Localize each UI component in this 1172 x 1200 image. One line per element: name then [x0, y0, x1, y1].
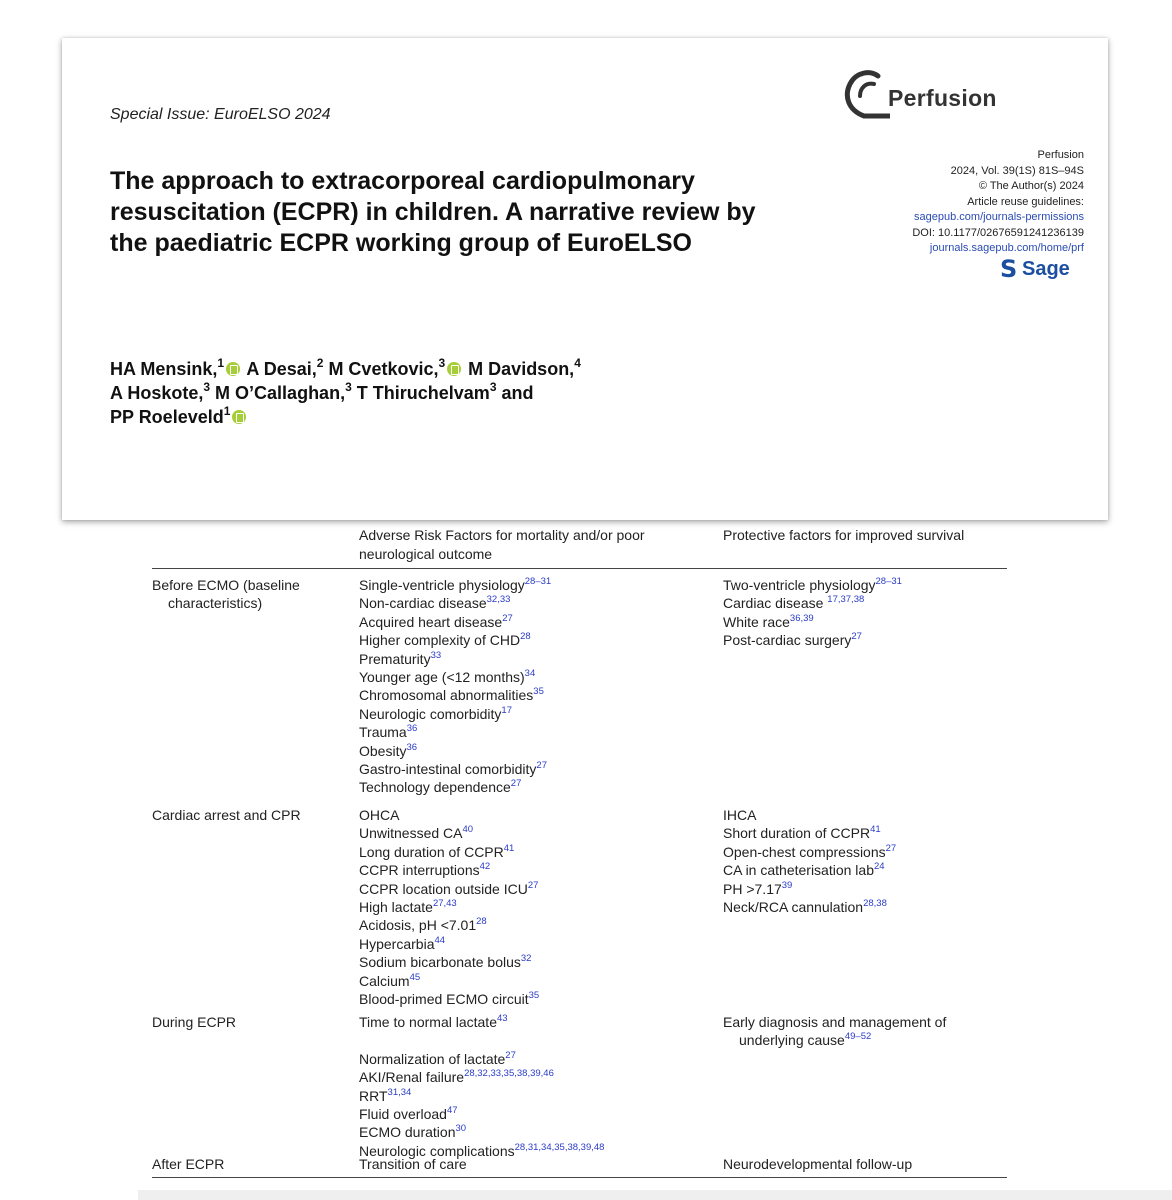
perfusion-logo — [830, 66, 1030, 126]
journal-meta-line: Article reuse guidelines: — [967, 195, 1084, 208]
citation-ref-link[interactable]: 34 — [524, 668, 536, 680]
factor-item — [359, 631, 551, 649]
citation-ref-link[interactable]: 31,34 — [387, 1086, 412, 1098]
factor-text: Obesity — [359, 742, 407, 759]
factor-item — [359, 972, 539, 990]
factor-item — [359, 898, 539, 916]
factor-text: Higher complexity of CHD — [359, 632, 521, 649]
factor-item — [359, 1105, 604, 1123]
journal-meta-line: DOI: 10.1177/02676591241236139 — [912, 226, 1084, 239]
factor-item — [359, 953, 539, 971]
orcid-icon[interactable] — [226, 362, 240, 376]
factor-item — [723, 843, 896, 861]
factor-item — [723, 1155, 912, 1173]
citation-ref-link[interactable]: 17 — [501, 704, 512, 716]
adverse-factors-cell — [359, 1155, 467, 1173]
factor-text: Open-chest compressions — [723, 843, 886, 860]
citation-ref-link[interactable]: 27 — [510, 778, 522, 790]
factor-text: CCPR interruptions — [359, 862, 480, 879]
author-name: and — [496, 383, 534, 403]
factor-text: Sodium bicarbonate bolus — [359, 954, 521, 971]
factor-text: Normalization of lactate — [359, 1050, 506, 1067]
factor-item — [359, 861, 539, 879]
author-affiliation: 3 — [345, 380, 352, 394]
adverse-factors-cell — [359, 806, 539, 1008]
factor-item — [359, 1123, 604, 1141]
factor-text: Hypercarbia — [359, 935, 435, 952]
factor-text: Two-ventricle physiology — [723, 577, 876, 593]
journal-meta-link[interactable]: sagepub.com/journals-permissions — [914, 211, 1084, 223]
factor-item — [359, 1068, 604, 1086]
citation-ref-link[interactable]: 43 — [496, 1013, 508, 1024]
factor-text: Younger age (<12 months) — [359, 669, 525, 686]
factor-text: Technology dependence — [359, 779, 511, 796]
factor-item — [723, 861, 896, 879]
column-header-protective: Protective factors for improved survival — [723, 527, 965, 543]
factor-text: CCPR location outside ICU — [359, 880, 528, 897]
adverse-factors-cell — [359, 576, 551, 797]
citation-ref-link[interactable]: 42 — [479, 861, 491, 873]
journal-meta-line: 2024, Vol. 39(1S) 81S–94S — [950, 164, 1084, 177]
factor-text: Long duration of CCPR — [359, 843, 504, 860]
citation-ref-link[interactable]: 28,32,33,35,38,39,46 — [464, 1068, 554, 1080]
factor-text: Early diagnosis and management of — [723, 1014, 947, 1030]
factor-item — [359, 778, 551, 796]
citation-ref-link[interactable]: 41 — [503, 842, 515, 854]
factor-text: Acidosis, pH <7.01 — [359, 917, 477, 934]
orcid-icon[interactable] — [232, 410, 246, 424]
citation-ref-link[interactable]: 27 — [885, 842, 897, 854]
author-affiliation: 3 — [438, 356, 446, 370]
citation-ref-link[interactable]: 32,33 — [486, 594, 511, 606]
sage-logo-text: Sage — [1022, 258, 1070, 280]
factor-item — [359, 668, 551, 686]
citation-ref-link[interactable]: 27,43 — [432, 898, 457, 910]
factor-text: Chromosomal abnormalities — [359, 687, 534, 704]
author-name: PP Roeleveld — [110, 407, 224, 427]
citation-ref-link[interactable]: 27 — [505, 1049, 516, 1061]
factor-text: High lactate — [359, 899, 433, 916]
citation-ref-link[interactable]: 28 — [520, 631, 531, 643]
table-row-label: During ECPR — [152, 1014, 237, 1030]
factor-item — [359, 742, 551, 760]
factor-text: Neurologic comorbidity — [359, 705, 502, 722]
author-name: HA Mensink, — [110, 359, 218, 379]
factor-text: Neurologic complications — [359, 1142, 515, 1159]
factor-item — [723, 806, 896, 824]
author-line — [110, 381, 750, 405]
citation-ref-link[interactable]: 30 — [455, 1123, 467, 1135]
factor-text: RRT — [359, 1087, 388, 1104]
factor-text: Post-cardiac surgery — [723, 632, 852, 649]
factor-text: ECMO duration — [359, 1124, 456, 1141]
factor-item — [359, 1155, 467, 1173]
factor-text: Trauma — [359, 724, 407, 741]
factor-text: OHCA — [359, 807, 400, 823]
citation-ref-link[interactable]: 27 — [851, 631, 862, 643]
citation-ref-link[interactable]: 36,39 — [789, 612, 814, 624]
factor-item — [723, 1031, 946, 1049]
citation-ref-link[interactable]: 39 — [781, 879, 793, 891]
author-line — [110, 405, 750, 429]
factor-text: underlying cause — [739, 1032, 845, 1049]
journal-meta-line: Perfusion — [1037, 149, 1084, 161]
risk-factor-table — [0, 520, 1172, 1200]
factor-text: Calcium — [359, 972, 410, 989]
author-affiliation: 1 — [217, 356, 225, 370]
factor-text: Neck/RCA cannulation — [723, 899, 864, 916]
factor-text: Prematurity — [359, 650, 431, 667]
factor-item — [359, 806, 539, 824]
factor-text: PH >7.17 — [723, 880, 782, 897]
perfusion-logo-text: Perfusion — [888, 85, 997, 111]
table-row-label: Cardiac arrest and CPR — [152, 807, 301, 823]
table-row-label: Before ECMO (baseline characteristics) — [152, 577, 300, 612]
factor-item — [359, 576, 551, 594]
citation-ref-link[interactable]: 28,38 — [863, 898, 887, 910]
orcid-icon[interactable] — [447, 362, 461, 376]
journal-meta-line: © The Author(s) 2024 — [978, 180, 1084, 192]
factor-item — [359, 650, 551, 668]
author-name: A Hoskote, — [110, 383, 204, 403]
factor-item — [359, 1031, 604, 1049]
sage-s-icon: S — [1000, 255, 1018, 283]
factor-item — [723, 576, 902, 594]
citation-ref-link[interactable]: 28,31,34,35,38,39,48 — [514, 1141, 605, 1153]
special-issue-label: Special Issue: EuroELSO 2024 — [110, 106, 331, 123]
citation-ref-link[interactable]: 47 — [446, 1105, 458, 1117]
citation-ref-link[interactable]: 32 — [520, 953, 532, 965]
citation-ref-link[interactable]: 27 — [502, 612, 513, 624]
factor-item — [359, 594, 551, 612]
citation-ref-link[interactable]: 41 — [870, 824, 881, 836]
citation-ref-link[interactable]: 36 — [406, 741, 418, 753]
factor-text: Cardiac disease — [723, 595, 828, 612]
factor-item — [359, 824, 539, 842]
author-name: M O’Callaghan, — [210, 383, 346, 403]
factor-item — [359, 613, 551, 631]
author-name: A Desai, — [242, 359, 317, 379]
author-affiliation: 3 — [489, 380, 497, 394]
factor-item — [359, 880, 539, 898]
table-bottom-rule — [152, 1177, 1007, 1178]
journal-meta — [824, 148, 1084, 257]
factor-item — [359, 723, 551, 741]
protective-factors-cell — [723, 1013, 946, 1050]
author-line — [110, 357, 750, 381]
author-affiliation: 3 — [203, 380, 211, 394]
citation-ref-link[interactable]: 17,37,38 — [827, 594, 865, 606]
citation-ref-link[interactable]: 27 — [536, 760, 547, 772]
author-name: M Cvetkovic, — [323, 359, 439, 379]
protective-factors-cell — [723, 576, 902, 650]
factor-item — [359, 705, 551, 723]
factor-item — [723, 613, 902, 631]
journal-meta-link[interactable]: journals.sagepub.com/home/prf — [929, 242, 1084, 254]
citation-ref-link[interactable]: 35 — [528, 990, 540, 1002]
author-name: T Thiruchelvam — [351, 383, 490, 403]
factor-text: IHCA — [723, 807, 757, 823]
citation-ref-link[interactable]: 44 — [434, 934, 446, 946]
factor-item — [359, 1050, 604, 1068]
factor-text: AKI/Renal failure — [359, 1069, 465, 1086]
factor-text: Non-cardiac disease — [359, 595, 487, 612]
factor-text: White race — [723, 613, 790, 630]
factor-item — [723, 631, 902, 649]
factor-item — [723, 594, 902, 612]
factor-item — [723, 824, 896, 842]
citation-ref-link[interactable]: 27 — [527, 879, 539, 891]
factor-item — [723, 880, 896, 898]
factor-text: Fluid overload — [359, 1106, 447, 1123]
factor-text: Acquired heart disease — [359, 613, 503, 630]
author-affiliation: 2 — [316, 356, 324, 370]
factor-item — [359, 1087, 604, 1105]
citation-ref-link[interactable]: 49–52 — [844, 1031, 872, 1043]
citation-ref-link[interactable]: 24 — [873, 861, 885, 873]
table-row-label: After ECPR — [152, 1156, 225, 1172]
table-header-rule — [152, 568, 1007, 569]
citation-ref-link[interactable]: 33 — [430, 649, 442, 661]
column-header-adverse: Adverse Risk Factors for mortality and/or poor neurological outcome — [359, 527, 645, 562]
factor-text: Short duration of CCPR — [723, 825, 871, 842]
factor-item — [359, 916, 539, 934]
citation-ref-link[interactable]: 40 — [462, 824, 474, 836]
factor-item — [359, 843, 539, 861]
factor-text: Transition of care — [359, 1156, 467, 1172]
factor-text: Gastro-intestinal comorbidity — [359, 761, 537, 778]
author-list — [110, 357, 750, 429]
protective-factors-cell — [723, 806, 896, 916]
citation-ref-link[interactable]: 28 — [476, 916, 487, 928]
author-affiliation: 4 — [574, 356, 581, 370]
factor-text: Time to normal lactate — [359, 1014, 497, 1030]
factor-text: CA in catheterisation lab — [723, 862, 874, 879]
adverse-factors-cell — [359, 1013, 604, 1160]
author-affiliation: 1 — [223, 404, 231, 418]
citation-ref-link[interactable]: 45 — [409, 971, 421, 983]
factor-text: Unwitnessed CA — [359, 825, 463, 842]
perfusion-logo-icon — [830, 66, 890, 126]
protective-factors-cell — [723, 1155, 912, 1173]
sage-logo — [994, 257, 1084, 281]
citation-ref-link[interactable]: 28–31 — [524, 576, 552, 587]
factor-item — [359, 990, 539, 1008]
factor-item — [359, 686, 551, 704]
factor-text: Blood-primed ECMO circuit — [359, 991, 529, 1008]
factor-item — [359, 760, 551, 778]
factor-item — [723, 1013, 946, 1031]
factor-text: Single-ventricle physiology — [359, 577, 525, 593]
citation-ref-link[interactable]: 36 — [406, 723, 418, 735]
factor-item — [359, 935, 539, 953]
citation-ref-link[interactable]: 28–31 — [875, 576, 902, 587]
citation-ref-link[interactable]: 35 — [533, 686, 544, 698]
page-bottom-edge — [138, 1190, 1172, 1200]
factor-item — [723, 898, 896, 916]
author-name: M Davidson, — [463, 359, 575, 379]
article-title: The approach to extracorporeal cardiopulmonary resuscitation (ECPR) in children. A narrative review by the paediatric ECPR working group of EuroELSO — [110, 167, 756, 257]
factor-item — [359, 1013, 604, 1031]
factor-text: Neurodevelopmental follow-up — [723, 1156, 913, 1172]
